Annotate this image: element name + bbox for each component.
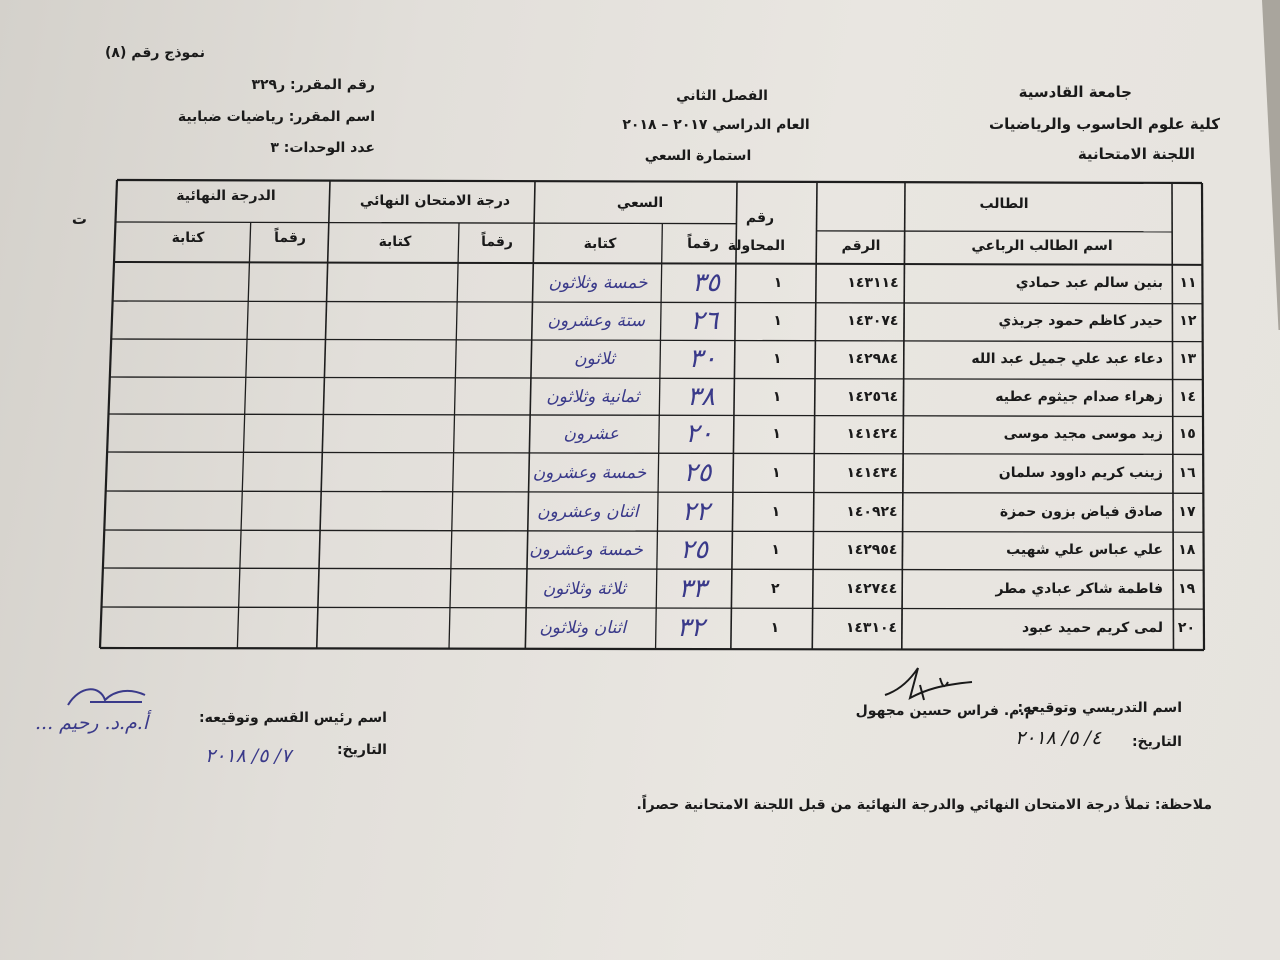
row-student-id: ١٤٣١٠٤ bbox=[845, 620, 898, 636]
row-divider bbox=[106, 491, 1204, 493]
row-effort-words: خمسة وعشرون bbox=[529, 540, 643, 560]
row-attempt: ١ bbox=[771, 503, 781, 520]
row-seq: ١١ bbox=[1179, 274, 1197, 291]
row-seq: ١٢ bbox=[1179, 313, 1197, 329]
col-student-id: الرقم bbox=[841, 238, 881, 254]
col-student: الطالب bbox=[979, 196, 1029, 212]
row-effort-words: ثمانية وثلاثون bbox=[546, 386, 640, 407]
row-attempt: ١ bbox=[771, 542, 780, 558]
col-attempt: رقم المحاولة bbox=[727, 210, 785, 254]
header-divider-left bbox=[115, 222, 736, 224]
row-student-name: فاطمة شاكر عبادي مطر bbox=[995, 580, 1163, 597]
subcolumn-divider bbox=[449, 223, 459, 649]
semester: الفصل الثاني bbox=[676, 88, 768, 104]
academic-year: العام الدراسي ٢٠١٧ – ٢٠١٨ bbox=[622, 117, 810, 133]
row-attempt: ١ bbox=[773, 313, 782, 329]
row-divider bbox=[110, 377, 1203, 380]
row-student-name: زينب كريم داوود سلمان bbox=[998, 464, 1163, 481]
row-effort-words: اثنان وعشرون bbox=[537, 501, 639, 522]
head-date: ٧/ ٥/ ٢٠١٨ bbox=[205, 745, 292, 767]
row-effort-digits: ٢٥ bbox=[683, 457, 712, 488]
row-effort-digits: ٣٥ bbox=[692, 267, 720, 298]
row-divider bbox=[101, 607, 1203, 609]
row-effort-words: اثنان وثلاثون bbox=[539, 618, 627, 638]
column-divider bbox=[902, 231, 905, 649]
row-seq: ١٨ bbox=[1178, 542, 1196, 558]
col-effort: السعي bbox=[616, 195, 664, 211]
row-attempt: ١ bbox=[773, 351, 782, 367]
form-title: استمارة السعي bbox=[644, 148, 752, 164]
head-label: اسم رئيس القسم وتوقيعه: bbox=[199, 710, 387, 726]
col-exam-words: كتابة bbox=[378, 234, 412, 250]
row-seq: ٢٠ bbox=[1177, 620, 1196, 636]
row-student-id: ١٤٣١١٤ bbox=[847, 274, 899, 291]
credit-units: عدد الوحدات: ٣ bbox=[270, 140, 375, 156]
row-effort-digits: ٢٥ bbox=[680, 535, 709, 565]
row-student-name: حيدر كاظم حمود جريذي bbox=[998, 313, 1163, 329]
row-student-id: ١٤٣٠٧٤ bbox=[847, 313, 899, 329]
col-seq: ت bbox=[71, 210, 87, 228]
row-effort-digits: ٢٠ bbox=[685, 419, 714, 449]
row-student-name: زيد موسى مجيد موسى bbox=[1003, 426, 1163, 442]
row-attempt: ١ bbox=[770, 620, 780, 636]
footer-note: ملاحظة: تملأ درجة الامتحان النهائي والدرجة النهائية من قبل اللجنة الامتحانية حصراً. bbox=[636, 797, 1212, 813]
subcolumn-divider bbox=[237, 222, 250, 648]
row-seq: ١٥ bbox=[1178, 426, 1196, 442]
teacher-date: ٤/ ٥/ ٢٠١٨ bbox=[1015, 727, 1102, 749]
teacher-date-label: التاريخ: bbox=[1131, 734, 1182, 750]
col-effort-digits: رقماً bbox=[687, 236, 719, 252]
row-effort-words: ثلاثة وثلاثون bbox=[542, 578, 626, 599]
row-effort-words: عشرون bbox=[563, 424, 619, 444]
row-divider bbox=[104, 530, 1203, 532]
row-effort-words: خمسة وعشرون bbox=[532, 462, 647, 483]
row-student-name: علي عباس علي شهيب bbox=[1006, 542, 1163, 558]
row-divider bbox=[113, 301, 1203, 304]
row-seq: ١٤ bbox=[1178, 388, 1197, 405]
table-border-bottom bbox=[100, 648, 1204, 650]
row-student-id: ١٤٢٩٥٤ bbox=[846, 542, 898, 558]
row-student-id: ١٤٢٩٨٤ bbox=[847, 351, 899, 367]
teacher-label: اسم التدريسي وتوقيعه: bbox=[1017, 700, 1182, 716]
col-effort-words: كتابة bbox=[583, 236, 617, 252]
head-date-label: التاريخ: bbox=[336, 742, 387, 758]
subcolumn-divider bbox=[656, 223, 663, 649]
row-student-id: ١٤٢٧٤٤ bbox=[845, 580, 898, 597]
row-student-name: بنين سالم عبد حمادي bbox=[1015, 274, 1163, 291]
university-name: جامعة القادسية bbox=[1018, 83, 1132, 101]
row-seq: ١٩ bbox=[1178, 580, 1196, 597]
row-effort-words: ستة وعشرون bbox=[547, 311, 646, 331]
course-code: رقم المقرر: ر٣٢٩ bbox=[251, 77, 375, 93]
course-name: اسم المقرر: رياضيات ضبابية bbox=[177, 109, 375, 125]
row-divider bbox=[107, 452, 1203, 454]
table-border-top bbox=[117, 180, 1202, 183]
row-student-id: ١٤١٤٣٤ bbox=[846, 464, 898, 481]
row-effort-words: ثلاثون bbox=[574, 349, 616, 369]
committee-name: اللجنة الامتحانية bbox=[1077, 145, 1195, 163]
head-name: أ.م.د. رحيم ... bbox=[35, 712, 149, 734]
row-divider bbox=[109, 414, 1204, 417]
row-seq: ١٣ bbox=[1179, 351, 1197, 367]
row-effort-digits: ٣٣ bbox=[678, 573, 707, 604]
row-attempt: ٢ bbox=[770, 580, 780, 597]
header-divider-student bbox=[817, 231, 1173, 232]
col-exam-digits: رقماً bbox=[481, 234, 513, 250]
form-number: نموذج رقم (٨) bbox=[105, 45, 205, 61]
row-divider bbox=[103, 568, 1204, 570]
college-name: كلية علوم الحاسوب والرياضيات bbox=[989, 115, 1220, 133]
row-student-name: لمى كريم حميد عبود bbox=[1021, 620, 1163, 636]
row-effort-digits: ٢٦ bbox=[690, 306, 719, 336]
row-seq: ١٧ bbox=[1178, 503, 1196, 520]
row-effort-digits: ٢٢ bbox=[681, 496, 710, 527]
col-student-name: اسم الطالب الرباعي bbox=[971, 238, 1113, 254]
row-attempt: ١ bbox=[772, 426, 781, 442]
row-attempt: ١ bbox=[772, 388, 782, 405]
row-effort-words: خمسة وثلاثون bbox=[548, 272, 648, 293]
row-student-name: دعاء عبد علي جميل عبد الله bbox=[971, 351, 1163, 367]
row-effort-digits: ٣٠ bbox=[688, 344, 717, 374]
row-attempt: ١ bbox=[772, 464, 781, 481]
row-student-name: صادق فياض بزون حمزة bbox=[999, 503, 1163, 520]
row-effort-digits: ٣٢ bbox=[676, 613, 705, 643]
head-signature bbox=[60, 680, 155, 720]
column-divider bbox=[1172, 183, 1173, 650]
col-final-grade: الدرجة النهائية bbox=[176, 188, 276, 204]
teacher-name: م.م. فراس حسين مجهول bbox=[855, 703, 1035, 719]
row-student-id: ١٤١٤٢٤ bbox=[846, 426, 898, 442]
row-effort-digits: ٣٨ bbox=[686, 381, 715, 412]
row-seq: ١٦ bbox=[1178, 464, 1196, 481]
row-attempt: ١ bbox=[773, 274, 783, 291]
row-student-id: ١٤٠٩٢٤ bbox=[846, 503, 898, 520]
header-bottom-line bbox=[114, 262, 1202, 265]
row-student-name: زهراء صدام جيثوم عطيه bbox=[995, 388, 1163, 405]
col-final-exam: درجة الامتحان النهائي bbox=[359, 193, 511, 209]
row-divider bbox=[111, 339, 1202, 342]
col-grade-words: كتابة bbox=[171, 230, 205, 246]
col-grade-digits: رقماً bbox=[274, 230, 306, 246]
row-student-id: ١٤٢٥٦٤ bbox=[846, 388, 899, 405]
